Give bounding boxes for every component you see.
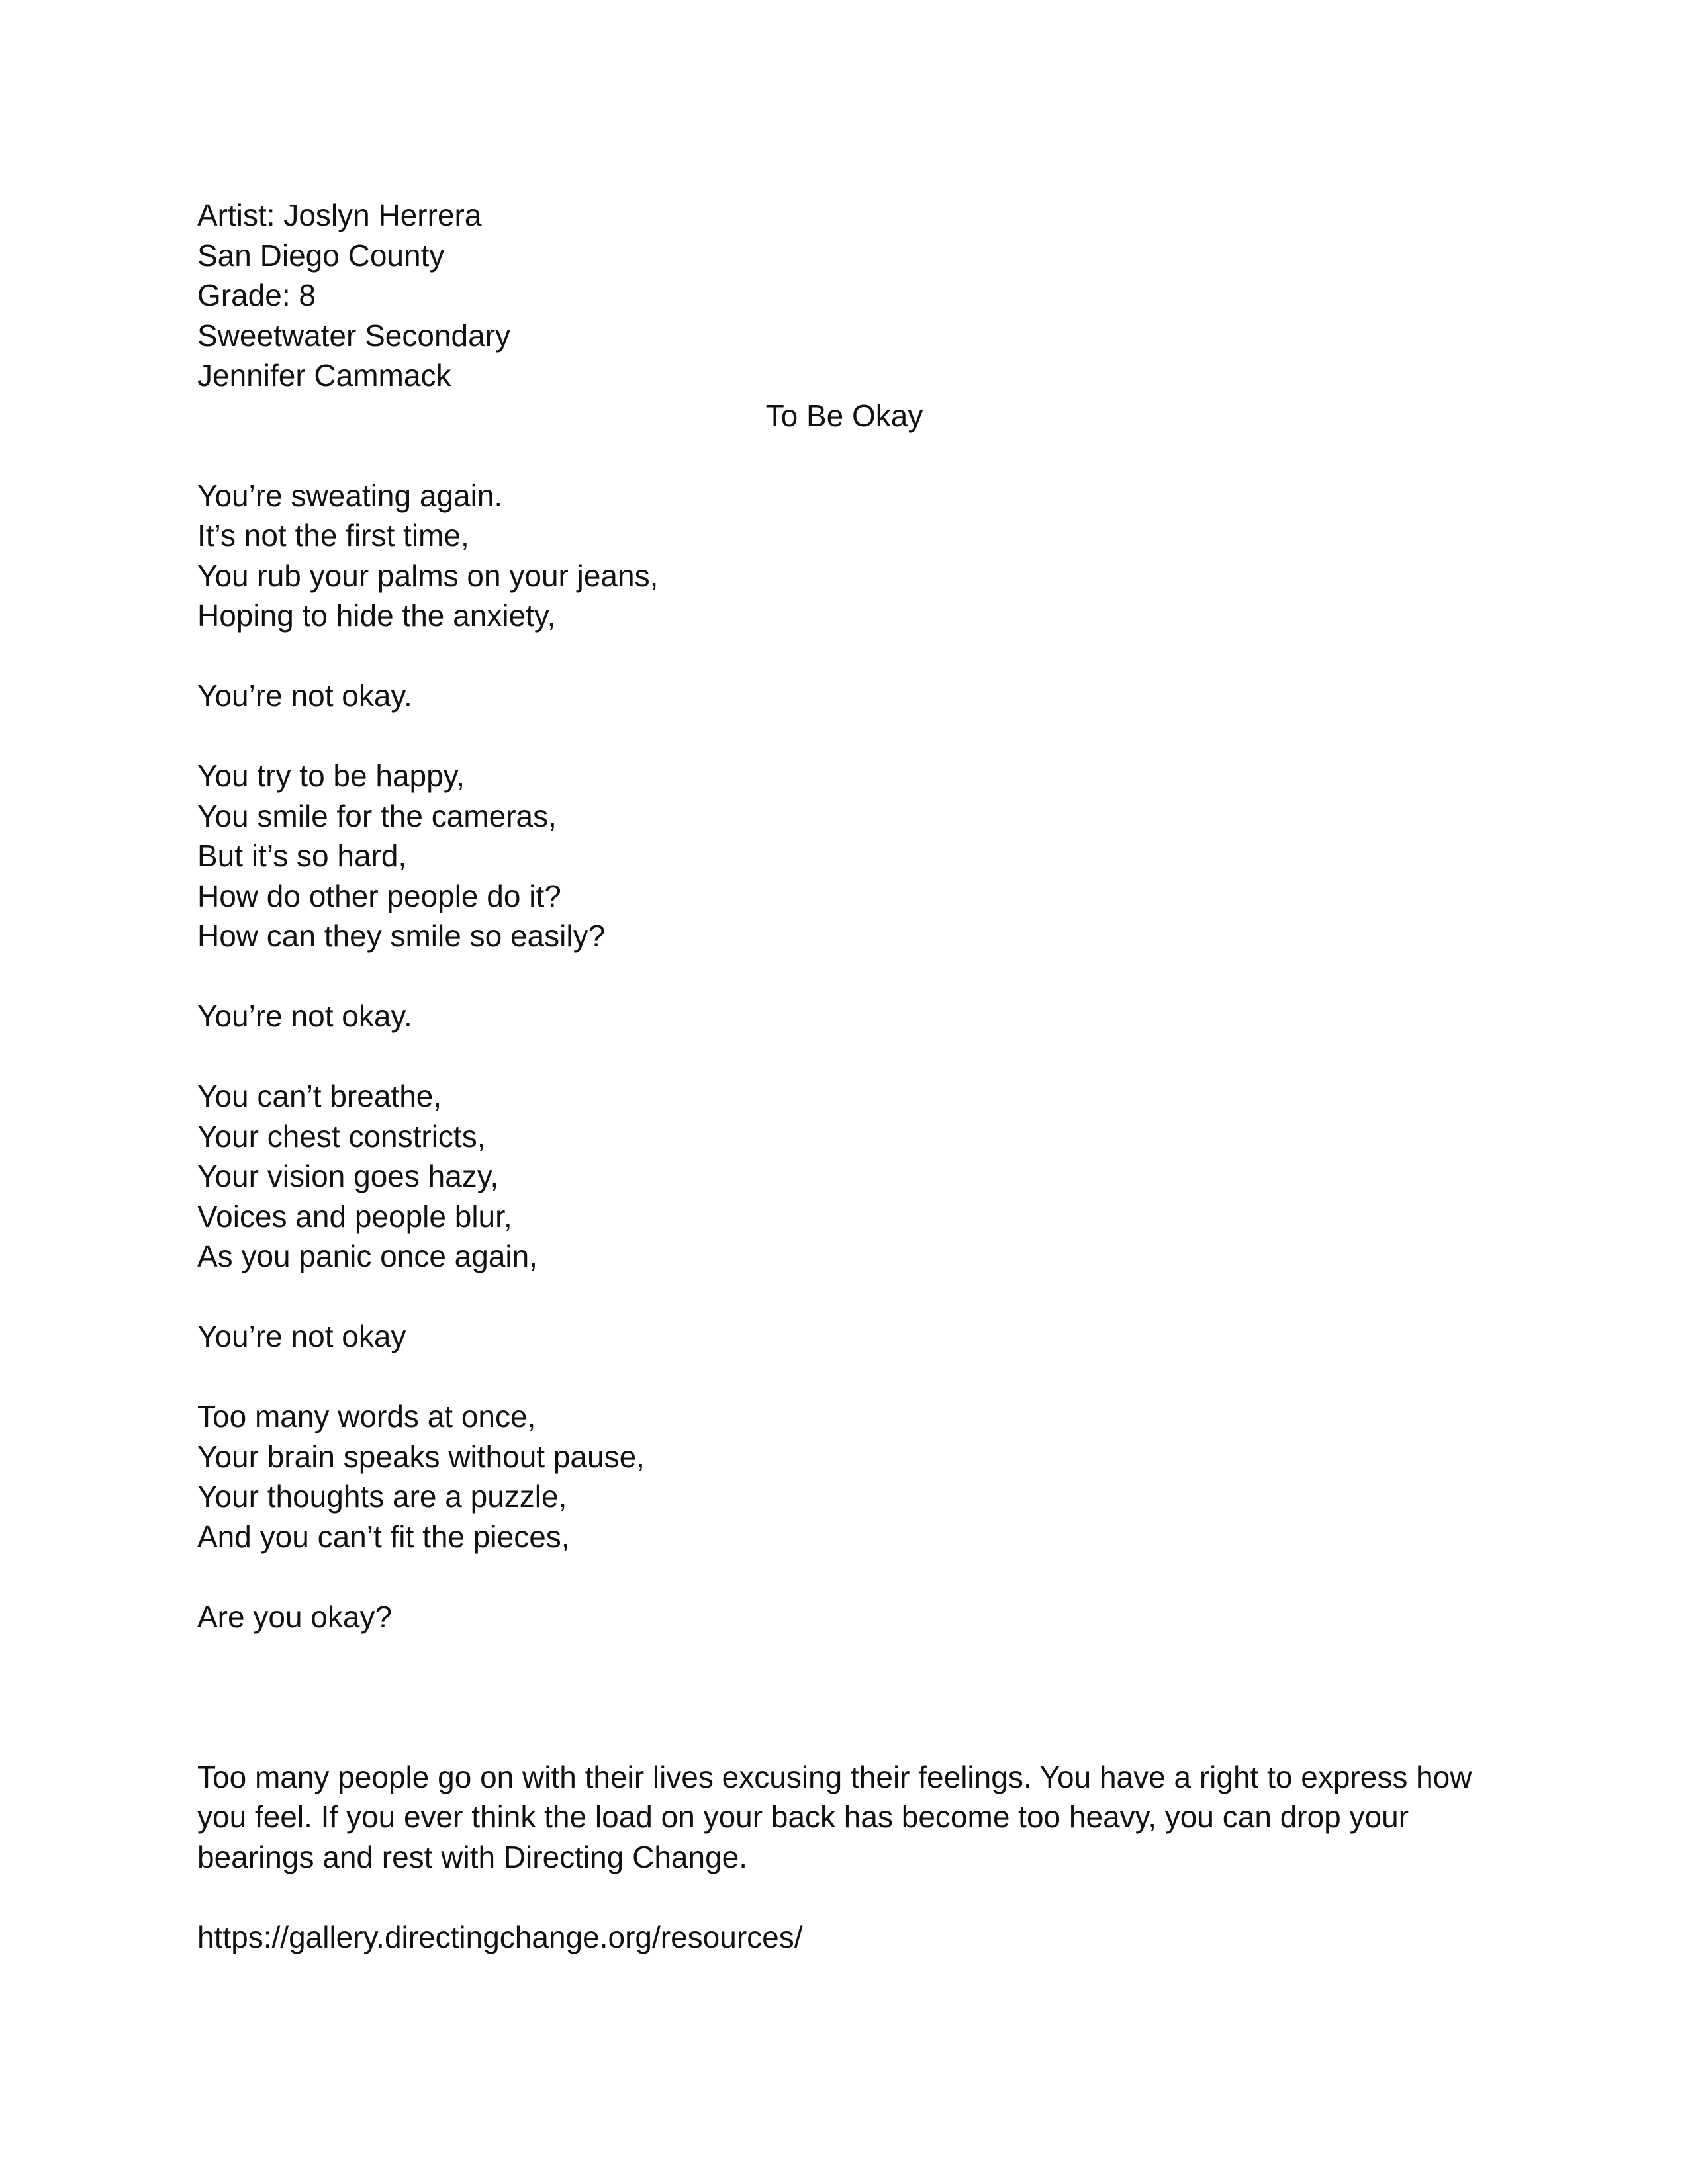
spacer: [197, 956, 1491, 997]
county-line: San Diego County: [197, 238, 445, 273]
poem-line: But it’s so hard,: [197, 839, 407, 873]
note-line-3: bearings and rest with Directing Change.: [197, 1839, 748, 1874]
teacher-line: Jennifer Cammack: [197, 358, 451, 392]
spacer: [197, 1277, 1491, 1317]
spacer: [197, 1877, 1491, 1917]
poem-line: Hoping to hide the anxiety,: [197, 598, 556, 633]
poem-line: You rub your palms on your jeans,: [197, 558, 659, 593]
poem-title: To Be Okay: [765, 398, 923, 433]
poem-line: Your brain speaks without pause,: [197, 1439, 645, 1474]
note-line-1: Too many people go on with their lives excusing their feelings. You have a right to express how: [197, 1759, 1472, 1794]
stanza-6: [197, 1316, 1491, 1357]
stanza-5: [197, 1076, 1491, 1277]
poem-line: How do other people do it?: [197, 878, 561, 913]
poem-line: Your vision goes hazy,: [197, 1159, 499, 1193]
grade-line: Grade: 8: [197, 278, 316, 312]
poem-line: Your chest constricts,: [197, 1118, 486, 1154]
refrain-line: You’re not okay.: [197, 999, 412, 1033]
stanza-1: [197, 476, 1491, 636]
document-body: [197, 195, 1491, 1957]
spacer: [197, 1637, 1491, 1757]
spacer: [197, 636, 1491, 676]
spacer: [197, 716, 1491, 756]
resource-note: [197, 1757, 1491, 1878]
poem-line: You’re sweating again.: [197, 478, 503, 513]
note-line-2: you feel. If you ever think the load on your back has become too heavy, you can drop your: [197, 1799, 1409, 1834]
poem-line: And you can’t fit the pieces,: [197, 1519, 570, 1554]
poem-line: As you panic once again,: [197, 1239, 538, 1273]
poem-line: It’s not the first time,: [197, 518, 469, 553]
poem-line: You try to be happy,: [197, 758, 465, 793]
refrain-line: You’re not okay: [197, 1319, 406, 1353]
stanza-7: [197, 1396, 1491, 1557]
poem-line: Your thoughts are a puzzle,: [197, 1479, 567, 1514]
closing-question: Are you okay?: [197, 1599, 393, 1634]
artist-line: Artist: Joslyn Herrera: [197, 198, 482, 232]
poem-line: Voices and people blur,: [197, 1199, 512, 1234]
poem-line: Too many words at once,: [197, 1399, 536, 1433]
stanza-3: [197, 756, 1491, 956]
resource-link[interactable]: https://gallery.directingchange.org/resources/: [197, 1919, 803, 1954]
spacer: [197, 1557, 1491, 1597]
spacer: [197, 1357, 1491, 1397]
poem-line: You smile for the cameras,: [197, 798, 557, 833]
school-line: Sweetwater Secondary: [197, 318, 511, 353]
spacer: [197, 1036, 1491, 1077]
spacer: [197, 435, 1491, 476]
poem-line: You can’t breathe,: [197, 1079, 442, 1113]
stanza-2: [197, 676, 1491, 716]
poem-line: How can they smile so easily?: [197, 919, 606, 953]
stanza-4: [197, 996, 1491, 1036]
stanza-8: [197, 1597, 1491, 1637]
refrain-line: You’re not okay.: [197, 678, 412, 713]
